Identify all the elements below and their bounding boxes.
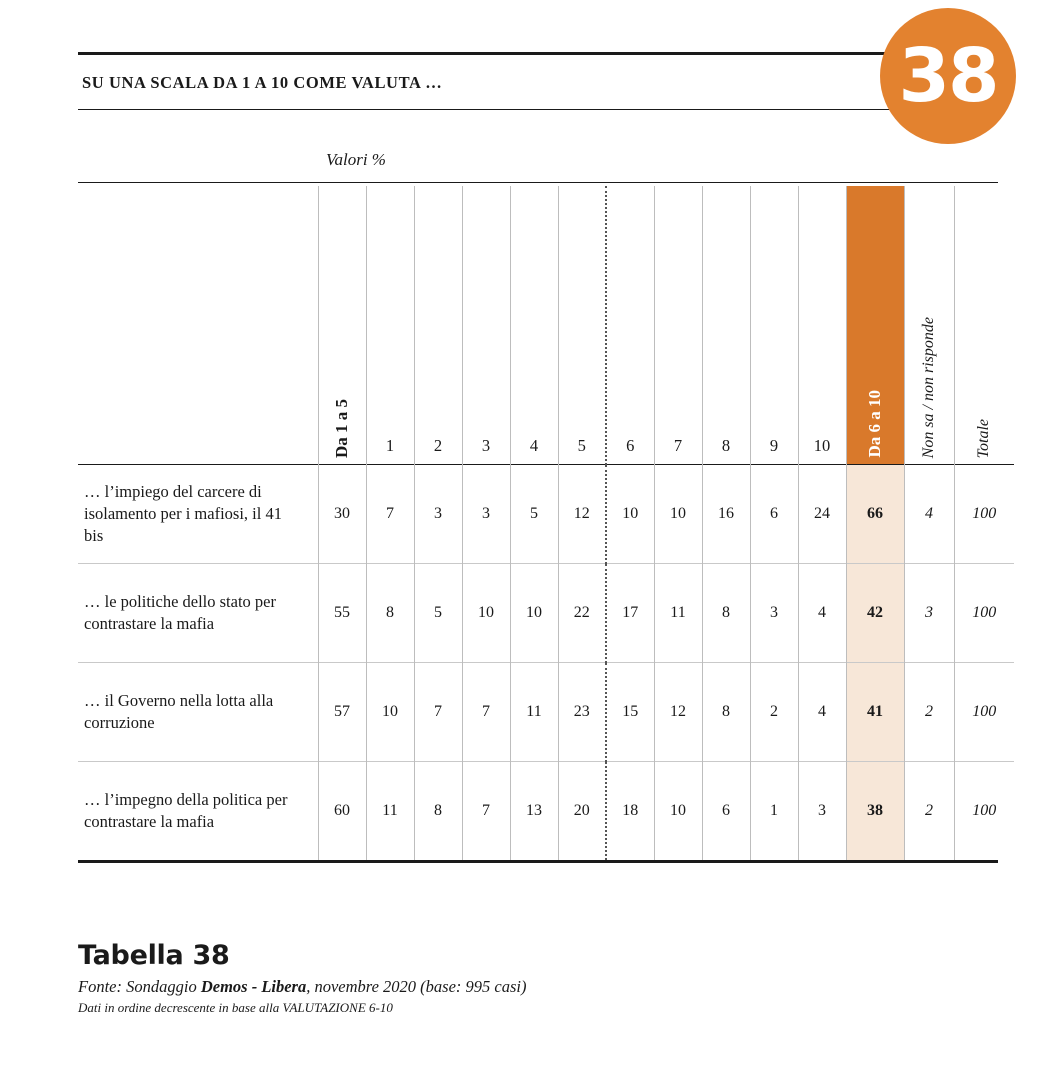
cell-2: 7 bbox=[414, 663, 462, 762]
header-cell-da-6-a-10 bbox=[846, 186, 904, 465]
cell-5: 23 bbox=[558, 663, 606, 762]
units-block bbox=[78, 136, 998, 183]
units-bottom-rule bbox=[78, 182, 998, 183]
cell-7: 11 bbox=[654, 564, 702, 663]
sort-note: Dati in ordine decrescente in base alla VALUTAZIONE 6-10 bbox=[78, 1000, 393, 1015]
data-table-wrap bbox=[78, 186, 998, 863]
cell-10: 4 bbox=[798, 663, 846, 762]
cell-10: 4 bbox=[798, 564, 846, 663]
cell-da-6-a-10: 41 bbox=[846, 663, 904, 762]
cell-10: 3 bbox=[798, 762, 846, 861]
header-cell-3: 3 bbox=[462, 186, 510, 465]
table-row bbox=[78, 663, 1014, 762]
cell-8: 8 bbox=[702, 663, 750, 762]
header-label-non-sa: Non sa / non risponde bbox=[920, 316, 937, 458]
cell-4: 10 bbox=[510, 564, 558, 663]
cell-non-sa: 2 bbox=[904, 663, 954, 762]
cell-6: 18 bbox=[606, 762, 654, 861]
cell-4: 11 bbox=[510, 663, 558, 762]
cell-da-1-a-5: 57 bbox=[318, 663, 366, 762]
cell-1: 10 bbox=[366, 663, 414, 762]
title-bottom-rule bbox=[78, 109, 998, 110]
table-bottom-rule bbox=[78, 860, 998, 863]
cell-8: 6 bbox=[702, 762, 750, 861]
cell-9: 1 bbox=[750, 762, 798, 861]
cell-6: 10 bbox=[606, 465, 654, 564]
header-cell-2: 2 bbox=[414, 186, 462, 465]
source-prefix: Fonte: Sondaggio bbox=[78, 977, 201, 996]
table-caption: Tabella 38 bbox=[78, 940, 230, 971]
data-table bbox=[78, 186, 1014, 860]
cell-1: 8 bbox=[366, 564, 414, 663]
source-organisation: Demos - Libera bbox=[200, 977, 307, 996]
table-number-badge: 38 bbox=[880, 8, 1016, 144]
cell-non-sa: 3 bbox=[904, 564, 954, 663]
cell-da-6-a-10: 42 bbox=[846, 564, 904, 663]
header-label-totale: Totale bbox=[975, 418, 993, 458]
footer bbox=[78, 930, 998, 1016]
header-cell-8: 8 bbox=[702, 186, 750, 465]
page-title: SU UNA SCALA DA 1 A 10 COME VALUTA … bbox=[82, 73, 443, 92]
cell-7: 12 bbox=[654, 663, 702, 762]
cell-da-1-a-5: 55 bbox=[318, 564, 366, 663]
cell-5: 22 bbox=[558, 564, 606, 663]
cell-totale: 100 bbox=[954, 564, 1014, 663]
header-cell-1: 1 bbox=[366, 186, 414, 465]
row-label: … l’impiego del carcere di isolamento per i mafiosi, il 41 bis bbox=[84, 482, 282, 545]
cell-2: 8 bbox=[414, 762, 462, 861]
cell-1: 11 bbox=[366, 762, 414, 861]
header-cell-4: 4 bbox=[510, 186, 558, 465]
row-label: … le politiche dello stato per contrastare la mafia bbox=[84, 592, 276, 633]
row-label: … l’impegno della politica per contrastare la mafia bbox=[84, 790, 288, 831]
cell-3: 7 bbox=[462, 762, 510, 861]
cell-non-sa: 2 bbox=[904, 762, 954, 861]
header-cell-5: 5 bbox=[558, 186, 606, 465]
cell-4: 13 bbox=[510, 762, 558, 861]
cell-7: 10 bbox=[654, 465, 702, 564]
header-cell-non-sa bbox=[904, 186, 954, 465]
row-label: … il Governo nella lotta alla corruzione bbox=[84, 691, 274, 732]
cell-3: 7 bbox=[462, 663, 510, 762]
header-cell-totale bbox=[954, 186, 1014, 465]
cell-5: 12 bbox=[558, 465, 606, 564]
source-suffix: , novembre 2020 (base: 995 casi) bbox=[306, 977, 527, 996]
source-line bbox=[78, 977, 998, 997]
cell-10: 24 bbox=[798, 465, 846, 564]
header-cell-label bbox=[78, 186, 318, 465]
cell-3: 3 bbox=[462, 465, 510, 564]
cell-5: 20 bbox=[558, 762, 606, 861]
cell-6: 15 bbox=[606, 663, 654, 762]
cell-2: 5 bbox=[414, 564, 462, 663]
header-cell-10: 10 bbox=[798, 186, 846, 465]
cell-6: 17 bbox=[606, 564, 654, 663]
header-cell-da-1-a-5 bbox=[318, 186, 366, 465]
cell-1: 7 bbox=[366, 465, 414, 564]
cell-da-1-a-5: 30 bbox=[318, 465, 366, 564]
header-label-da-1-a-5: Da 1 a 5 bbox=[332, 398, 351, 458]
cell-non-sa: 4 bbox=[904, 465, 954, 564]
cell-7: 10 bbox=[654, 762, 702, 861]
cell-9: 2 bbox=[750, 663, 798, 762]
cell-8: 8 bbox=[702, 564, 750, 663]
table-row bbox=[78, 762, 1014, 861]
cell-3: 10 bbox=[462, 564, 510, 663]
header-cell-7: 7 bbox=[654, 186, 702, 465]
cell-totale: 100 bbox=[954, 762, 1014, 861]
table-row bbox=[78, 564, 1014, 663]
header-label-da-6-a-10: Da 6 a 10 bbox=[865, 390, 884, 458]
header-cell-9: 9 bbox=[750, 186, 798, 465]
cell-totale: 100 bbox=[954, 663, 1014, 762]
cell-9: 3 bbox=[750, 564, 798, 663]
cell-da-1-a-5: 60 bbox=[318, 762, 366, 861]
cell-da-6-a-10: 66 bbox=[846, 465, 904, 564]
cell-8: 16 bbox=[702, 465, 750, 564]
cell-da-6-a-10: 38 bbox=[846, 762, 904, 861]
cell-4: 5 bbox=[510, 465, 558, 564]
cell-totale: 100 bbox=[954, 465, 1014, 564]
header-cell-6: 6 bbox=[606, 186, 654, 465]
title-block bbox=[78, 52, 998, 110]
cell-2: 3 bbox=[414, 465, 462, 564]
units-label: Valori % bbox=[326, 150, 386, 169]
table-header-row bbox=[78, 186, 1014, 465]
table-row bbox=[78, 465, 1014, 564]
cell-9: 6 bbox=[750, 465, 798, 564]
